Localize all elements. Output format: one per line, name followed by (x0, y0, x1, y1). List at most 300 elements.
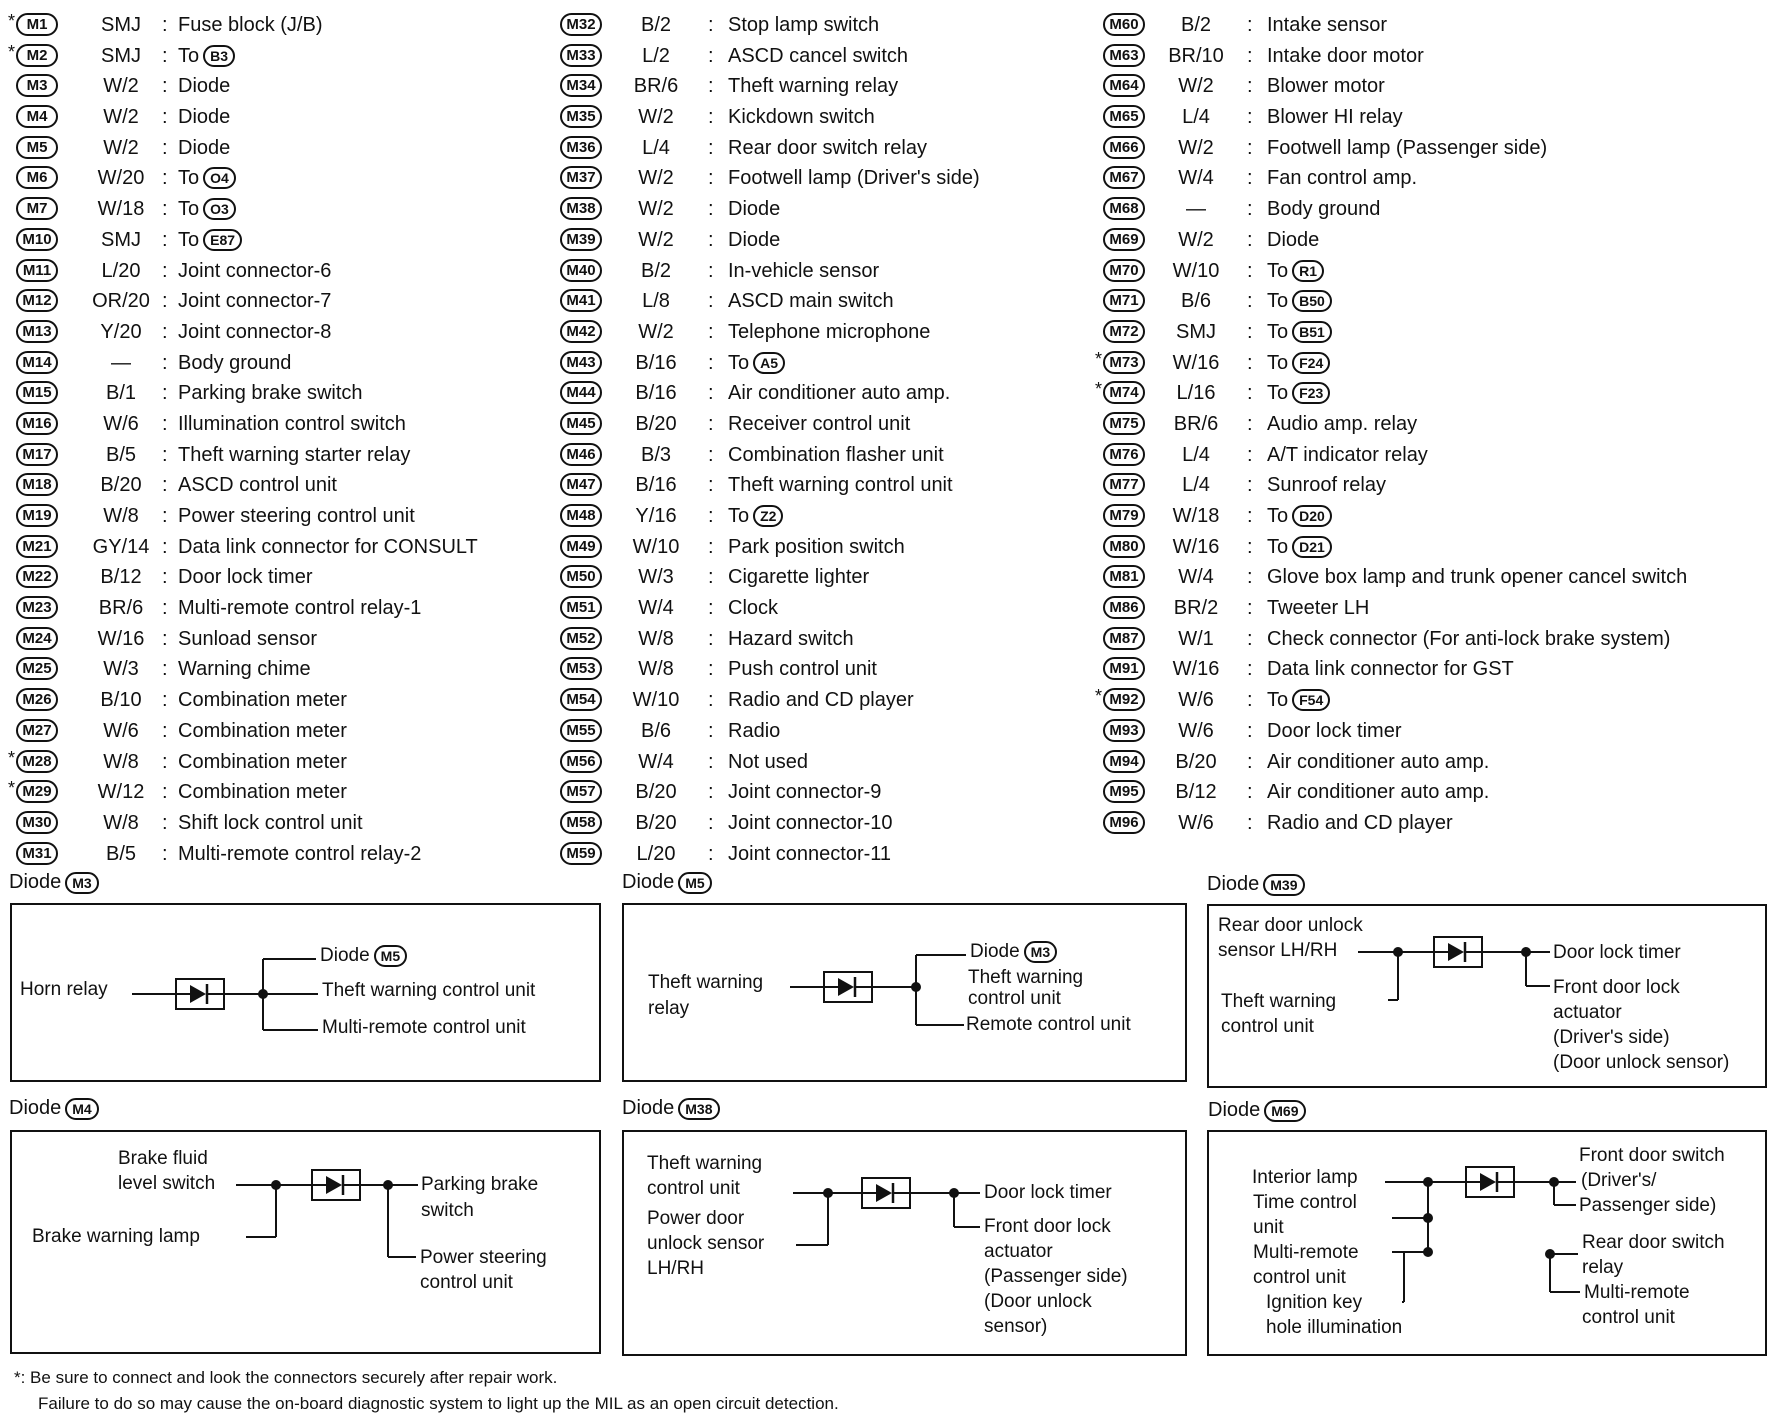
connector-id-badge: M55 (560, 719, 602, 742)
connector-description: Audio amp. relay (1267, 412, 1418, 435)
wire-spec: B/16 (635, 351, 677, 374)
label-m38-theft-1: Theft warning (647, 1153, 763, 1174)
separator: : (1247, 106, 1253, 129)
connector-id-badge: M60 (1103, 13, 1145, 36)
connector-id-badge: M41 (560, 289, 602, 312)
connector-description: Air conditioner auto amp. (728, 382, 951, 405)
connector-description: Joint connector-11 (728, 842, 892, 865)
wire-spec: Y/16 (635, 505, 677, 527)
connector-description: Multi-remote control relay-1 (178, 597, 422, 620)
separator: : (162, 474, 168, 497)
wire-spec: W/18 (1172, 505, 1220, 527)
separator: : (162, 689, 168, 712)
connector-description: Combination meter (178, 689, 347, 712)
connector-description: Telephone microphone (728, 320, 931, 343)
label-power-door-2: unlock sensor (647, 1233, 765, 1254)
separator: : (708, 228, 714, 251)
wire-spec: B/6 (640, 719, 672, 742)
connector-description: Check connector (For anti-lock brake system) (1267, 627, 1671, 650)
connector-id-badge: M26 (16, 688, 58, 711)
connector-description: To D20 (1267, 501, 1332, 531)
connector-id-badge: M27 (16, 719, 58, 742)
label-interior-lamp: Interior lamp (1252, 1167, 1358, 1188)
destination-connector-badge: A5 (753, 352, 785, 374)
wire-spec: BR/2 (1173, 597, 1219, 620)
connector-id-badge: M80 (1103, 535, 1145, 558)
separator: : (1247, 198, 1253, 221)
connector-description: Illumination control switch (178, 412, 406, 435)
separator: : (1247, 259, 1253, 282)
wire-spec: — (1186, 198, 1206, 221)
connector-description: Radio (728, 719, 781, 742)
connector-description: To R1 (1267, 256, 1324, 286)
wire-spec: B/10 (100, 689, 142, 712)
connector-description: Air conditioner auto amp. (1267, 781, 1490, 804)
connector-id-badge: M86 (1103, 596, 1145, 619)
label-brake-fluid-2: level switch (118, 1173, 216, 1194)
label-m38-front-door-4: (Door unlock (984, 1291, 1092, 1312)
separator: : (1247, 719, 1253, 742)
connector-id-badge: M10 (16, 228, 58, 251)
wire-spec: W/2 (638, 228, 674, 251)
connector-id-badge: M31 (16, 842, 58, 865)
label-door-lock-timer: Door lock timer (1553, 942, 1681, 963)
separator: : (1247, 474, 1253, 497)
connector-description: Radio and CD player (1267, 811, 1453, 834)
connector-id-badge: M50 (560, 565, 602, 588)
separator: : (162, 658, 168, 681)
connector-id-badge: M18 (16, 473, 58, 496)
separator: : (708, 443, 714, 466)
connector-id-badge: M58 (560, 811, 602, 834)
wire-spec: BR/6 (98, 597, 144, 620)
wire-spec: W/4 (638, 597, 674, 620)
separator: : (708, 719, 714, 742)
connector-id-badge: M23 (16, 596, 58, 619)
wire-spec: B/20 (635, 412, 677, 435)
label-horn-relay: Horn relay (20, 979, 108, 1000)
separator: : (162, 719, 168, 742)
separator: : (708, 842, 714, 865)
label-theft-warning-relay-2: relay (648, 998, 690, 1019)
wire-spec: B/12 (1175, 781, 1217, 804)
connector-description: Diode (178, 106, 231, 129)
connector-description: Intake sensor (1267, 14, 1388, 36)
connector-description: To O4 (178, 163, 236, 193)
connector-description: Rear door switch relay (728, 136, 927, 159)
connector-description: Combination meter (178, 781, 347, 804)
connector-id-badge: M67 (1103, 166, 1145, 189)
wire-spec: W/6 (103, 412, 139, 435)
wire-spec: W/12 (97, 781, 145, 804)
destination-connector-badge: O4 (203, 167, 236, 189)
label-m38-front-door-1: Front door lock (984, 1216, 1111, 1237)
connector-description: Footwell lamp (Driver's side) (728, 167, 980, 190)
wire-spec: BR/6 (633, 75, 679, 98)
label-m38-door-lock-timer: Door lock timer (984, 1182, 1112, 1203)
wire-spec: W/3 (103, 658, 139, 681)
label-front-door-switch-2: (Driver's/ (1581, 1170, 1657, 1191)
connector-id-badge: M91 (1103, 657, 1145, 680)
connector-description: Warning chime (178, 658, 311, 681)
separator: : (1247, 382, 1253, 405)
separator: : (1247, 75, 1253, 98)
connector-id-badge: M3 (16, 74, 58, 97)
wire-spec: L/20 (636, 842, 676, 865)
connector-description: To A5 (728, 348, 785, 378)
connector-id-badge: M45 (560, 412, 602, 435)
destination-connector-badge: R1 (1292, 260, 1324, 282)
label-brake-fluid-1: Brake fluid (118, 1148, 208, 1169)
connector-description: To B50 (1267, 286, 1332, 316)
wire-spec: W/2 (103, 75, 139, 98)
label-diode-m5: Diode M5 (320, 943, 407, 968)
connector-id-badge: M64 (1103, 74, 1145, 97)
wire-spec: GY/14 (92, 535, 150, 558)
connector-id-badge: M5 (16, 136, 58, 159)
separator: : (708, 535, 714, 558)
connector-id-badge: M13 (16, 320, 58, 343)
connector-description: Not used (728, 750, 809, 773)
wire-spec: L/4 (642, 136, 670, 159)
separator: : (162, 566, 168, 589)
connector-id-badge: M6 (16, 166, 58, 189)
connector-id-badge: M48 (560, 504, 602, 527)
wire-spec: W/2 (103, 106, 139, 129)
connector-id-badge: M40 (560, 259, 602, 282)
wire-spec: W/2 (638, 198, 674, 221)
wire-spec: W/8 (638, 658, 674, 681)
separator: : (1247, 443, 1253, 466)
destination-connector-badge: B51 (1292, 321, 1332, 343)
wire-spec: W/3 (638, 566, 674, 589)
connector-description: Kickdown switch (728, 106, 875, 129)
connector-description: To D21 (1267, 532, 1332, 562)
separator: : (708, 106, 714, 129)
connector-id-badge: M95 (1103, 780, 1145, 803)
label-front-door-lock-1: Front door lock (1553, 977, 1680, 998)
connector-description: Clock (728, 597, 779, 620)
connector-id-badge: M4 (16, 105, 58, 128)
separator: : (162, 167, 168, 190)
separator: : (1247, 351, 1253, 374)
wire-spec: BR/6 (1173, 412, 1219, 435)
separator: : (708, 259, 714, 282)
wire-spec: B/6 (1180, 290, 1212, 313)
connector-description: Intake door motor (1267, 44, 1424, 67)
separator: : (1247, 14, 1253, 36)
separator: : (708, 290, 714, 313)
connector-description: Combination flasher unit (728, 443, 944, 466)
connector-id-badge: M49 (560, 535, 602, 558)
separator: : (708, 781, 714, 804)
wire-spec: B/16 (635, 474, 677, 497)
connector-id-badge: M79 (1103, 504, 1145, 527)
label-m69-out-multi-2: control unit (1582, 1307, 1675, 1328)
connector-description: Air conditioner auto amp. (1267, 750, 1490, 773)
wire-spec: W/2 (103, 136, 139, 159)
wire-spec: W/18 (97, 198, 145, 221)
connector-description: To O3 (178, 194, 236, 224)
label-m69-out-multi-1: Multi-remote (1584, 1282, 1690, 1303)
connector-description: Diode (1267, 228, 1320, 251)
connector-description: ASCD cancel switch (728, 44, 909, 67)
wire-spec: W/1 (1178, 627, 1214, 650)
connector-description: Theft warning starter relay (178, 443, 411, 466)
connector-id-badge: M71 (1103, 289, 1145, 312)
connector-id-badge: M76 (1103, 443, 1145, 466)
separator: : (708, 75, 714, 98)
separator: : (708, 320, 714, 343)
wire-spec: SMJ (101, 44, 141, 67)
connector-id-badge: M11 (16, 259, 58, 282)
connector-id-badge: M92 (1103, 688, 1145, 711)
wire-spec: B/2 (640, 259, 672, 282)
connector-description: To F23 (1267, 378, 1330, 408)
label-rear-door-unlock-1: Rear door unlock (1218, 915, 1363, 936)
connector-id-badge: M21 (16, 535, 58, 558)
label-m38-front-door-5: sensor) (984, 1316, 1048, 1337)
connector-description: Joint connector-8 (178, 320, 332, 343)
separator: : (708, 658, 714, 681)
wire-spec: W/2 (1178, 136, 1214, 159)
separator: : (162, 75, 168, 98)
connector-id-badge: M43 (560, 351, 602, 374)
connector-id-badge: M59 (560, 842, 602, 865)
connector-description: Footwell lamp (Passenger side) (1267, 136, 1548, 159)
label-theft-warning-control-unit-2: control unit (968, 988, 1061, 1009)
label-power-steering-2: control unit (420, 1272, 513, 1293)
connector-description: Body ground (1267, 198, 1381, 221)
separator: : (708, 136, 714, 159)
wire-spec: W/2 (638, 167, 674, 190)
label-diode-m3: Diode M3 (970, 939, 1057, 964)
separator: : (162, 535, 168, 558)
connector-id-badge: M68 (1103, 197, 1145, 220)
label-parking-brake-2: switch (421, 1200, 474, 1221)
connector-description: Diode (728, 198, 781, 221)
label-power-steering-1: Power steering (420, 1247, 547, 1268)
wire-spec: OR/20 (92, 290, 150, 313)
destination-connector-badge: Z2 (753, 505, 783, 527)
wire-spec: W/6 (1178, 689, 1214, 712)
connector-id-badge: M30 (16, 811, 58, 834)
connector-description: Parking brake switch (178, 382, 363, 405)
separator: : (162, 412, 168, 435)
wire-spec: W/10 (632, 689, 680, 712)
wire-spec: SMJ (1176, 320, 1216, 343)
separator: : (1247, 412, 1253, 435)
label-front-door-switch-1: Front door switch (1579, 1145, 1725, 1166)
connector-id-badge: M2 (16, 44, 58, 67)
separator: : (1247, 781, 1253, 804)
separator: : (708, 566, 714, 589)
wire-spec: B/2 (1180, 14, 1212, 36)
wire-spec: W/6 (1178, 719, 1214, 742)
wire-spec: — (111, 351, 131, 374)
connector-description: Body ground (178, 351, 292, 374)
destination-connector-badge: B3 (203, 45, 235, 67)
wire-spec: W/4 (1178, 167, 1214, 190)
wire-spec: B/3 (640, 443, 672, 466)
wire-spec: B/12 (100, 566, 142, 589)
wire-spec: W/10 (632, 535, 680, 558)
destination-connector-badge: B50 (1292, 290, 1332, 312)
diagram-title-m4: Diode M4 (9, 1096, 99, 1120)
connector-description: Receiver control unit (728, 412, 911, 435)
label-time-control-2: unit (1253, 1217, 1284, 1238)
label-m38-front-door-3: (Passenger side) (984, 1266, 1128, 1287)
connector-id-badge: M96 (1103, 811, 1145, 834)
label-theft-warning-control-unit-1: Theft warning (968, 967, 1084, 988)
connector-id-badge: M63 (1103, 44, 1145, 67)
connector-description: Fuse block (J/B) (178, 14, 323, 36)
connector-id-badge: M14 (16, 351, 58, 374)
separator: : (162, 811, 168, 834)
connector-description: Theft warning relay (728, 75, 899, 98)
label-brake-warning-lamp: Brake warning lamp (32, 1226, 200, 1247)
label-time-control-1: Time control (1253, 1192, 1357, 1213)
connector-id-badge: M94 (1103, 750, 1145, 773)
separator: : (708, 412, 714, 435)
wire-spec: L/4 (1182, 474, 1210, 497)
connector-description: Shift lock control unit (178, 811, 363, 834)
label-theft-warning-control-unit: Theft warning control unit (322, 980, 536, 1001)
separator: : (1247, 228, 1253, 251)
separator: : (1247, 658, 1253, 681)
connector-id-badge: M53 (560, 657, 602, 680)
footnote-line-2: Failure to do so may cause the on-board diagnostic system to light up the MIL as an open circuit detection. (38, 1394, 839, 1413)
connector-id-badge: M47 (560, 473, 602, 496)
wire-spec: W/10 (1172, 259, 1220, 282)
connector-description: Hazard switch (728, 627, 854, 650)
wire-spec: W/2 (1178, 228, 1214, 251)
separator: : (1247, 290, 1253, 313)
connector-id-badge: M16 (16, 412, 58, 435)
connector-id-badge: M15 (16, 381, 58, 404)
connector-id-badge: M77 (1103, 473, 1145, 496)
connector-id-badge: M57 (560, 780, 602, 803)
separator: : (162, 627, 168, 650)
secure-connection-mark: * (8, 41, 16, 62)
separator: : (162, 136, 168, 159)
connector-description: To E87 (178, 225, 242, 255)
label-rear-door-switch-1: Rear door switch (1582, 1232, 1725, 1253)
label-m69-multi-remote-1: Multi-remote (1253, 1242, 1359, 1263)
separator: : (708, 474, 714, 497)
connector-description: Fan control amp. (1267, 167, 1418, 190)
connector-id-badge: M12 (16, 289, 58, 312)
separator: : (162, 781, 168, 804)
connector-id-badge: M35 (560, 105, 602, 128)
separator: : (708, 351, 714, 374)
separator: : (708, 505, 714, 527)
connector-description: Diode (728, 228, 781, 251)
connector-id-badge: M34 (560, 74, 602, 97)
connector-id-badge: M33 (560, 44, 602, 67)
wire-spec: L/8 (642, 290, 670, 313)
wire-spec: W/16 (1172, 535, 1220, 558)
label-power-door-3: LH/RH (647, 1258, 705, 1279)
wire-spec: BR/10 (1168, 44, 1224, 67)
separator: : (1247, 136, 1253, 159)
connector-description: Multi-remote control relay-2 (178, 842, 422, 865)
separator: : (1247, 44, 1253, 67)
label-m69-multi-remote-2: control unit (1253, 1267, 1346, 1288)
label-remote-control-unit: Remote control unit (966, 1014, 1131, 1035)
diagram-title-m3: Diode M3 (9, 870, 99, 894)
connector-description: ASCD main switch (728, 290, 894, 313)
connector-description: To F54 (1267, 685, 1330, 715)
destination-connector-badge: F24 (1292, 352, 1330, 374)
separator: : (1247, 811, 1253, 834)
connector-description: Blower motor (1267, 75, 1385, 98)
separator: : (1247, 566, 1253, 589)
wire-spec: W/6 (1178, 811, 1214, 834)
connector-description: Sunload sensor (178, 627, 317, 650)
connector-description: Joint connector-6 (178, 259, 332, 282)
connector-id-badge: M24 (16, 627, 58, 650)
label-ignition-key-2: hole illumination (1266, 1317, 1403, 1338)
connector-description: Push control unit (728, 658, 877, 681)
connector-id-badge: M74 (1103, 381, 1145, 404)
diagram-title-m5: Diode M5 (622, 870, 712, 894)
wire-spec: SMJ (101, 14, 141, 36)
connector-description: To B51 (1267, 317, 1332, 347)
diagram-title-m39: Diode M39 (1207, 872, 1305, 896)
wire-spec: W/8 (103, 811, 139, 834)
wire-spec: B/20 (635, 811, 677, 834)
connector-id-badge: M36 (560, 136, 602, 159)
connector-description: Theft warning control unit (728, 474, 953, 497)
label-parking-brake-1: Parking brake (421, 1174, 539, 1195)
connector-description: A/T indicator relay (1267, 443, 1428, 466)
connector-id-badge: M38 (560, 197, 602, 220)
connector-description: Cigarette lighter (728, 566, 870, 589)
destination-connector-badge: E87 (203, 229, 242, 251)
separator: : (708, 689, 714, 712)
separator: : (708, 597, 714, 620)
label-power-door-1: Power door (647, 1208, 745, 1229)
connector-id-badge: M65 (1103, 105, 1145, 128)
wire-spec: W/16 (1172, 658, 1220, 681)
wire-spec: W/6 (103, 719, 139, 742)
wire-spec: L/20 (101, 259, 141, 282)
separator: : (708, 44, 714, 67)
connector-description: Joint connector-10 (728, 811, 893, 834)
label-m38-front-door-2: actuator (984, 1241, 1053, 1262)
separator: : (162, 842, 168, 865)
wire-spec: W/20 (97, 167, 145, 190)
connector-description: Park position switch (728, 535, 905, 558)
footnote-line-1: *: Be sure to connect and look the connectors securely after repair work. (14, 1368, 558, 1387)
label-theft-warning-cu-1: Theft warning (1221, 991, 1337, 1012)
secure-connection-mark: * (1095, 379, 1103, 400)
connector-description: Stop lamp switch (728, 14, 880, 36)
connector-description: Data link connector for CONSULT (178, 535, 478, 558)
label-front-door-lock-3: (Driver's side) (1553, 1027, 1670, 1048)
separator: : (162, 382, 168, 405)
separator: : (162, 44, 168, 67)
connector-id-badge: M39 (560, 228, 602, 251)
separator: : (162, 14, 168, 36)
connector-id-badge: M87 (1103, 627, 1145, 650)
connector-id-badge: M46 (560, 443, 602, 466)
connector-id-badge: M66 (1103, 136, 1145, 159)
connector-description: Power steering control unit (178, 505, 415, 527)
connector-id-badge: M37 (560, 166, 602, 189)
wire-spec: B/2 (640, 14, 672, 36)
